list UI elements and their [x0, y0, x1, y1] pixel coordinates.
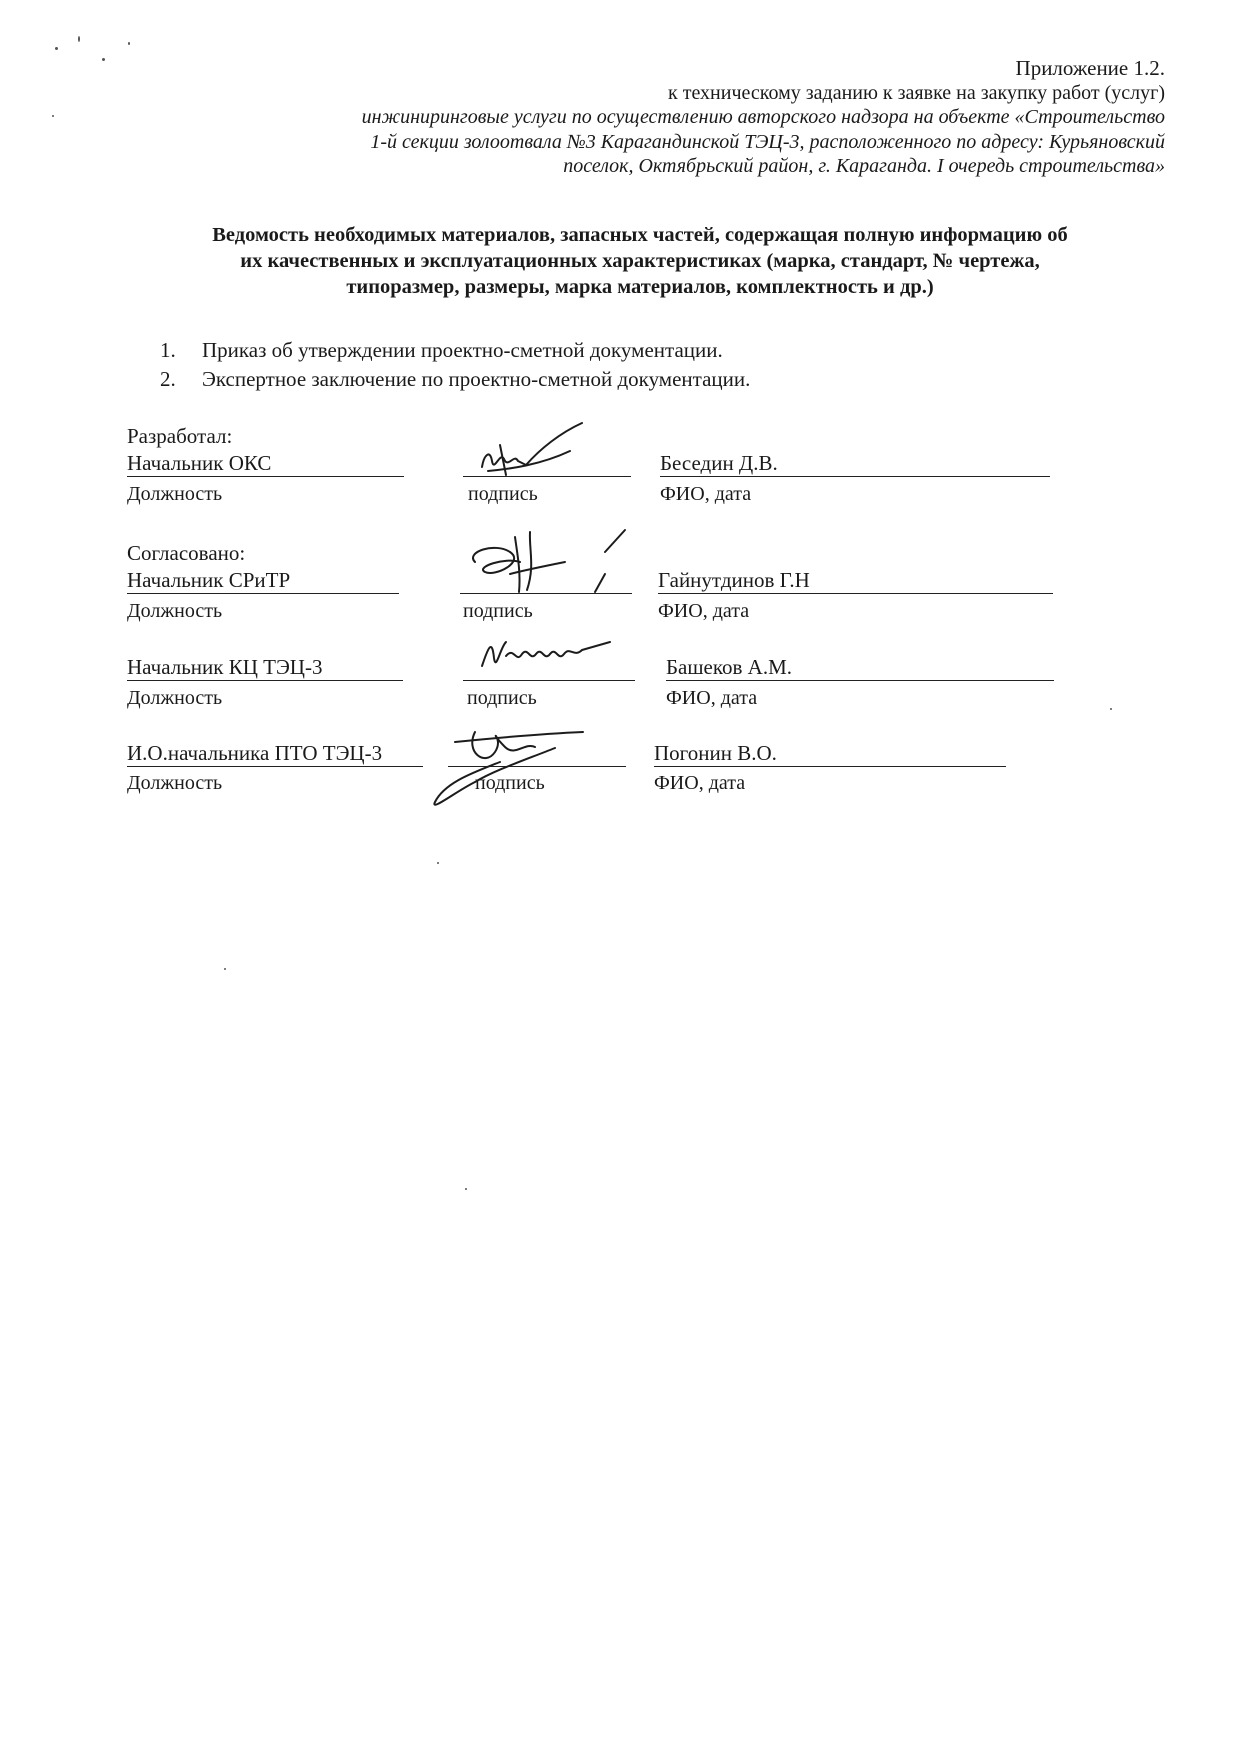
scan-speck [465, 1188, 467, 1190]
scan-speck [437, 862, 439, 864]
handwritten-signature [415, 712, 615, 812]
position-caption: Должность [127, 687, 223, 709]
position-field: Начальник СРиТР [127, 568, 399, 594]
signature-caption: подпись [475, 772, 545, 794]
signature-caption: подпись [463, 600, 533, 622]
position-field: Начальник ОКС [127, 451, 404, 477]
signature-caption: подпись [467, 687, 537, 709]
list-item-text: Приказ об утверждении проектно-сметной документации. [202, 338, 723, 362]
list-item [160, 336, 750, 365]
list-item-number: 1. [160, 338, 176, 362]
scan-speck [224, 968, 226, 970]
scan-speck [52, 115, 54, 117]
document-title [115, 222, 1165, 300]
spec-reference: к техническому заданию к заявке на закупку работ (услуг) [667, 81, 1165, 104]
title-line-3: типоразмер, размеры, марка материалов, комплектность и др.) [346, 276, 934, 298]
position-caption: Должность [127, 483, 223, 505]
scan-speck [128, 42, 130, 45]
position-field: И.О.начальника ПТО ТЭЦ-3 [127, 741, 423, 767]
name-caption: ФИО, дата [660, 483, 752, 505]
list-item [160, 365, 750, 394]
handwritten-signature [455, 522, 655, 602]
agreed-label: Согласовано: [127, 541, 246, 565]
position-caption: Должность [127, 600, 223, 622]
list-item-text: Экспертное заключение по проектно-сметной документации. [202, 367, 751, 391]
name-caption: ФИО, дата [658, 600, 750, 622]
developed-by-label: Разработал: [127, 424, 233, 448]
appendix-label: Приложение 1.2. [1015, 56, 1165, 80]
handwritten-signature [470, 628, 620, 678]
scan-speck [1110, 708, 1112, 710]
scan-speck [55, 47, 58, 50]
handwritten-signature [470, 415, 600, 485]
position-field: Начальник КЦ ТЭЦ-3 [127, 655, 403, 681]
signature-caption: подпись [468, 483, 538, 505]
title-line-2: их качественных и эксплуатационных характеристиках (марка, стандарт, № чертежа, [240, 250, 1040, 272]
name-field: Беседин Д.В. [660, 451, 1050, 477]
scan-speck [78, 36, 80, 42]
position-caption: Должность [127, 772, 223, 794]
documents-list [160, 336, 750, 394]
name-field: Гайнутдинов Г.Н [658, 568, 1053, 594]
project-description-line-2: 1-й секции золоотвала №3 Карагандинской ТЭЦ-3, расположенного по адресу: Курьяновский [370, 130, 1165, 153]
scan-speck [102, 58, 105, 61]
name-field: Погонин В.О. [654, 741, 1006, 767]
name-caption: ФИО, дата [666, 687, 758, 709]
title-line-1: Ведомость необходимых материалов, запасных частей, содержащая полную информацию об [212, 224, 1068, 246]
project-description-line-1: инжиниринговые услуги по осуществлению авторского надзора на объекте «Строительство [361, 106, 1165, 128]
project-description-line-3: поселок, Октябрьский район, г. Караганда. I очередь строительства» [563, 155, 1165, 177]
name-field: Башеков А.М. [666, 655, 1054, 681]
document-header [130, 56, 1165, 179]
name-caption: ФИО, дата [654, 772, 746, 794]
list-item-number: 2. [160, 367, 176, 391]
